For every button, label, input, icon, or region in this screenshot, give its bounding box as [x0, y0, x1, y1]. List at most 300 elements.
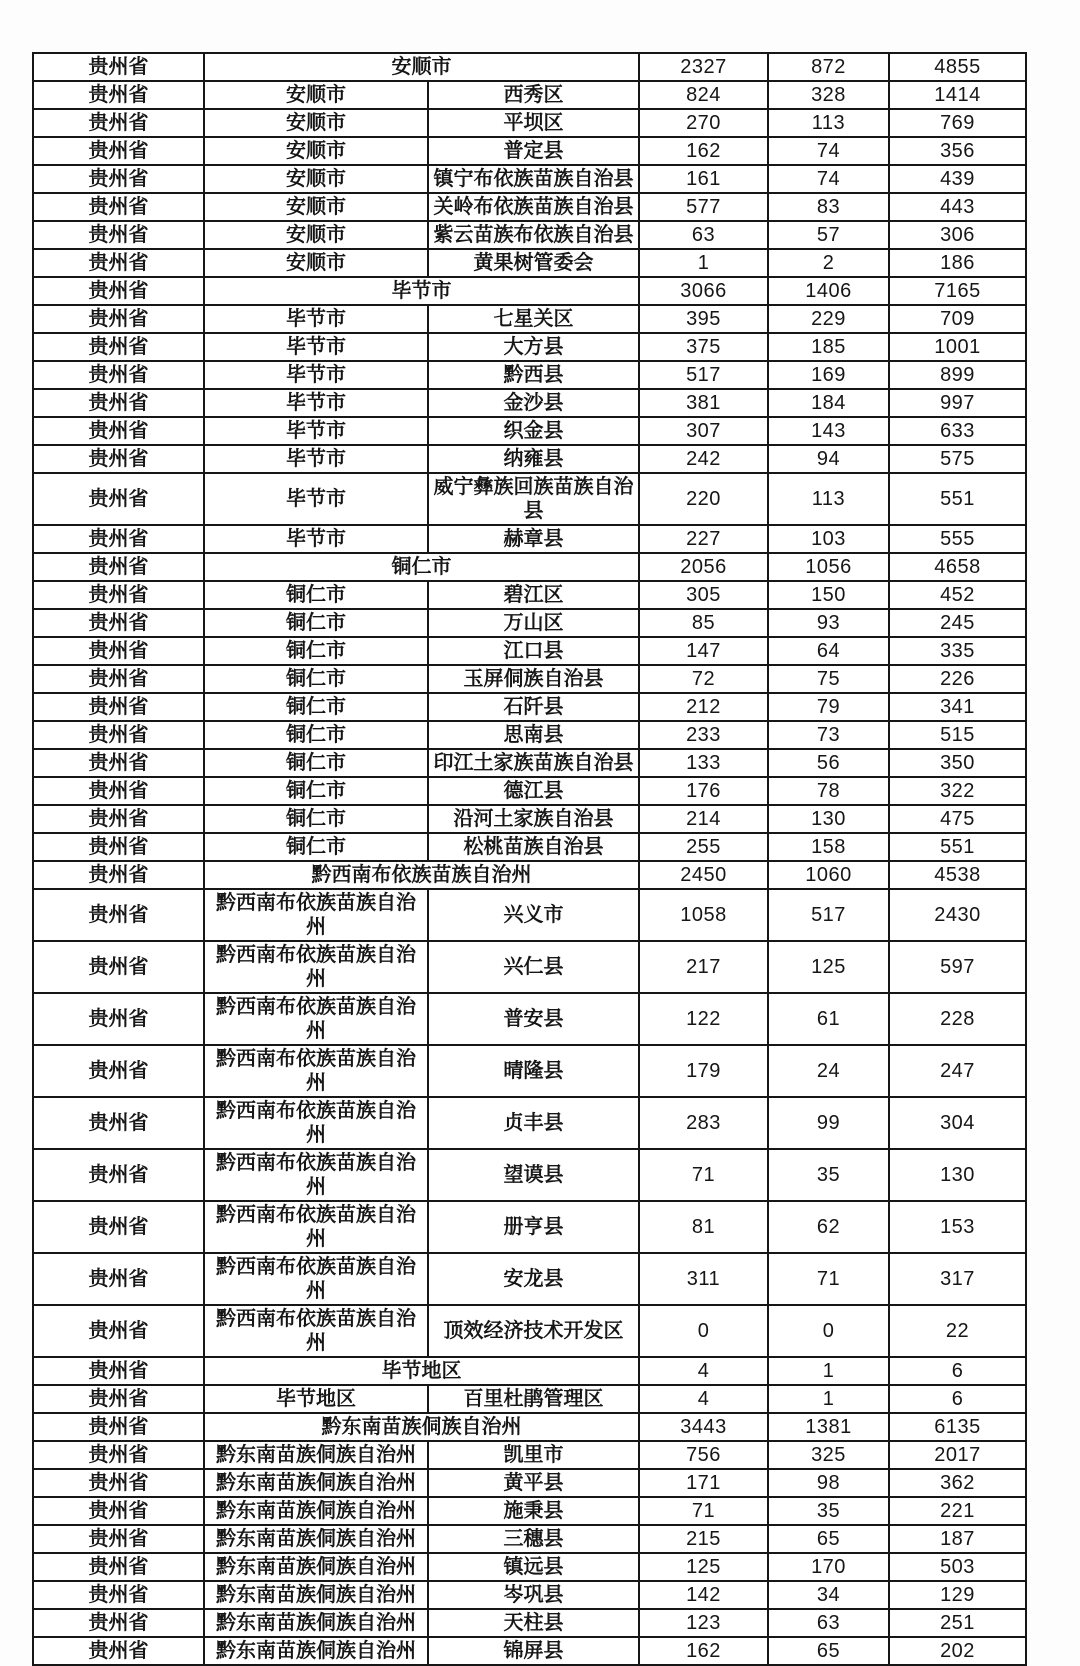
cell-value-1: 4 — [639, 1357, 768, 1385]
cell-county: 赫章县 — [428, 525, 639, 553]
cell-value-2: 158 — [768, 833, 889, 861]
cell-value-1: 283 — [639, 1097, 768, 1149]
table-row — [33, 993, 1026, 1045]
table-row — [33, 277, 1026, 305]
cell-province: 贵州省 — [33, 1469, 204, 1497]
cell-value-3: 228 — [889, 993, 1026, 1045]
cell-value-1: 2450 — [639, 861, 768, 889]
cell-region: 毕节市 — [204, 361, 428, 389]
cell-value-2: 130 — [768, 805, 889, 833]
cell-value-1: 162 — [639, 137, 768, 165]
cell-value-3: 4855 — [889, 53, 1026, 81]
cell-county: 安龙县 — [428, 1253, 639, 1305]
cell-value-3: 769 — [889, 109, 1026, 137]
cell-county: 沿河土家族自治县 — [428, 805, 639, 833]
cell-value-2: 94 — [768, 445, 889, 473]
table-row — [33, 81, 1026, 109]
cell-value-3: 226 — [889, 665, 1026, 693]
table-row — [33, 1045, 1026, 1097]
cell-county: 金沙县 — [428, 389, 639, 417]
cell-value-1: 212 — [639, 693, 768, 721]
cell-county: 百里杜鹃管理区 — [428, 1385, 639, 1413]
cell-value-1: 125 — [639, 1553, 768, 1581]
cell-province: 贵州省 — [33, 277, 204, 305]
cell-value-1: 133 — [639, 749, 768, 777]
cell-region: 黔东南苗族侗族自治州 — [204, 1497, 428, 1525]
cell-province: 贵州省 — [33, 445, 204, 473]
cell-value-3: 899 — [889, 361, 1026, 389]
cell-region: 铜仁市 — [204, 693, 428, 721]
cell-region: 黔东南苗族侗族自治州 — [204, 1441, 428, 1469]
cell-county: 镇远县 — [428, 1553, 639, 1581]
cell-region: 黔东南苗族侗族自治州 — [204, 1581, 428, 1609]
cell-value-2: 74 — [768, 137, 889, 165]
cell-county: 晴隆县 — [428, 1045, 639, 1097]
cell-value-1: 147 — [639, 637, 768, 665]
cell-value-3: 317 — [889, 1253, 1026, 1305]
cell-region: 安顺市 — [204, 137, 428, 165]
cell-value-2: 56 — [768, 749, 889, 777]
cell-value-1: 242 — [639, 445, 768, 473]
cell-value-3: 221 — [889, 1497, 1026, 1525]
cell-province: 贵州省 — [33, 993, 204, 1045]
cell-region: 黔东南苗族侗族自治州 — [204, 1469, 428, 1497]
cell-region: 铜仁市 — [204, 749, 428, 777]
cell-value-2: 93 — [768, 609, 889, 637]
cell-county: 锦屏县 — [428, 1637, 639, 1665]
cell-county: 兴仁县 — [428, 941, 639, 993]
cell-province: 贵州省 — [33, 1385, 204, 1413]
cell-value-3: 475 — [889, 805, 1026, 833]
cell-county: 印江土家族苗族自治县 — [428, 749, 639, 777]
cell-value-1: 215 — [639, 1525, 768, 1553]
cell-province: 贵州省 — [33, 361, 204, 389]
cell-county: 贞丰县 — [428, 1097, 639, 1149]
cell-province: 贵州省 — [33, 53, 204, 81]
cell-region-merged: 黔西南布依族苗族自治州 — [204, 861, 639, 889]
cell-value-3: 709 — [889, 305, 1026, 333]
cell-value-3: 153 — [889, 1201, 1026, 1253]
cell-county: 岑巩县 — [428, 1581, 639, 1609]
cell-county: 天柱县 — [428, 1609, 639, 1637]
cell-county: 施秉县 — [428, 1497, 639, 1525]
cell-region: 安顺市 — [204, 249, 428, 277]
cell-county: 大方县 — [428, 333, 639, 361]
cell-province: 贵州省 — [33, 417, 204, 445]
table-row — [33, 609, 1026, 637]
cell-province: 贵州省 — [33, 1149, 204, 1201]
table-row — [33, 333, 1026, 361]
cell-county: 七星关区 — [428, 305, 639, 333]
cell-value-2: 65 — [768, 1637, 889, 1665]
table-row — [33, 249, 1026, 277]
cell-county: 普安县 — [428, 993, 639, 1045]
cell-value-2: 2 — [768, 249, 889, 277]
table-row — [33, 1441, 1026, 1469]
table-row — [33, 193, 1026, 221]
cell-county: 德江县 — [428, 777, 639, 805]
cell-value-1: 142 — [639, 1581, 768, 1609]
cell-county: 关岭布依族苗族自治县 — [428, 193, 639, 221]
cell-value-3: 503 — [889, 1553, 1026, 1581]
cell-value-2: 98 — [768, 1469, 889, 1497]
table-row — [33, 1201, 1026, 1253]
table-row — [33, 137, 1026, 165]
cell-value-2: 517 — [768, 889, 889, 941]
cell-county: 黄平县 — [428, 1469, 639, 1497]
cell-value-2: 1381 — [768, 1413, 889, 1441]
cell-province: 贵州省 — [33, 581, 204, 609]
cell-province: 贵州省 — [33, 805, 204, 833]
cell-county: 思南县 — [428, 721, 639, 749]
cell-value-1: 227 — [639, 525, 768, 553]
cell-value-3: 356 — [889, 137, 1026, 165]
cell-region: 铜仁市 — [204, 665, 428, 693]
table-row — [33, 941, 1026, 993]
cell-value-1: 72 — [639, 665, 768, 693]
cell-region: 铜仁市 — [204, 637, 428, 665]
cell-value-1: 220 — [639, 473, 768, 525]
table-row — [33, 1581, 1026, 1609]
cell-value-1: 756 — [639, 1441, 768, 1469]
table-row — [33, 1357, 1026, 1385]
cell-county: 玉屏侗族自治县 — [428, 665, 639, 693]
table-row — [33, 305, 1026, 333]
table-row — [33, 445, 1026, 473]
cell-value-2: 229 — [768, 305, 889, 333]
cell-value-3: 341 — [889, 693, 1026, 721]
cell-region: 铜仁市 — [204, 721, 428, 749]
cell-province: 贵州省 — [33, 693, 204, 721]
cell-value-3: 515 — [889, 721, 1026, 749]
cell-county: 顶效经济技术开发区 — [428, 1305, 639, 1357]
cell-province: 贵州省 — [33, 553, 204, 581]
cell-province: 贵州省 — [33, 1253, 204, 1305]
cell-value-2: 65 — [768, 1525, 889, 1553]
cell-value-2: 1056 — [768, 553, 889, 581]
cell-county: 册亨县 — [428, 1201, 639, 1253]
cell-value-3: 575 — [889, 445, 1026, 473]
cell-value-1: 123 — [639, 1609, 768, 1637]
cell-province: 贵州省 — [33, 109, 204, 137]
cell-value-3: 439 — [889, 165, 1026, 193]
table-row — [33, 861, 1026, 889]
table-row — [33, 1525, 1026, 1553]
table-row — [33, 665, 1026, 693]
cell-value-2: 169 — [768, 361, 889, 389]
cell-province: 贵州省 — [33, 473, 204, 525]
cell-value-2: 1 — [768, 1385, 889, 1413]
cell-province: 贵州省 — [33, 333, 204, 361]
cell-value-1: 81 — [639, 1201, 768, 1253]
table-row — [33, 525, 1026, 553]
table-row — [33, 721, 1026, 749]
cell-region: 安顺市 — [204, 221, 428, 249]
cell-value-1: 161 — [639, 165, 768, 193]
cell-value-2: 73 — [768, 721, 889, 749]
table-row — [33, 805, 1026, 833]
table-row — [33, 1609, 1026, 1637]
table-row — [33, 637, 1026, 665]
cell-value-2: 143 — [768, 417, 889, 445]
cell-value-2: 1406 — [768, 277, 889, 305]
cell-province: 贵州省 — [33, 81, 204, 109]
cell-value-1: 0 — [639, 1305, 768, 1357]
cell-province: 贵州省 — [33, 1097, 204, 1149]
cell-province: 贵州省 — [33, 637, 204, 665]
region-statistics-table — [32, 52, 1027, 1666]
cell-county: 黔西县 — [428, 361, 639, 389]
cell-value-2: 63 — [768, 1609, 889, 1637]
cell-county: 碧江区 — [428, 581, 639, 609]
cell-region: 黔西南布依族苗族自治州 — [204, 1305, 428, 1357]
cell-value-2: 170 — [768, 1553, 889, 1581]
cell-province: 贵州省 — [33, 665, 204, 693]
table-row — [33, 693, 1026, 721]
cell-region: 黔东南苗族侗族自治州 — [204, 1609, 428, 1637]
cell-province: 贵州省 — [33, 249, 204, 277]
cell-county: 三穗县 — [428, 1525, 639, 1553]
table-row — [33, 109, 1026, 137]
cell-province: 贵州省 — [33, 1497, 204, 1525]
cell-region-merged: 毕节地区 — [204, 1357, 639, 1385]
cell-value-1: 517 — [639, 361, 768, 389]
table-row — [33, 1097, 1026, 1149]
table-row — [33, 1469, 1026, 1497]
cell-value-1: 307 — [639, 417, 768, 445]
cell-value-2: 872 — [768, 53, 889, 81]
cell-province: 贵州省 — [33, 777, 204, 805]
cell-region: 毕节市 — [204, 389, 428, 417]
cell-value-2: 185 — [768, 333, 889, 361]
cell-value-2: 79 — [768, 693, 889, 721]
cell-region: 黔西南布依族苗族自治州 — [204, 1253, 428, 1305]
cell-value-1: 233 — [639, 721, 768, 749]
cell-region: 黔西南布依族苗族自治州 — [204, 1045, 428, 1097]
cell-value-2: 74 — [768, 165, 889, 193]
cell-province: 贵州省 — [33, 1553, 204, 1581]
cell-province: 贵州省 — [33, 721, 204, 749]
cell-value-3: 6135 — [889, 1413, 1026, 1441]
cell-province: 贵州省 — [33, 193, 204, 221]
cell-value-3: 306 — [889, 221, 1026, 249]
cell-province: 贵州省 — [33, 833, 204, 861]
cell-province: 贵州省 — [33, 389, 204, 417]
table-row — [33, 581, 1026, 609]
cell-value-2: 1060 — [768, 861, 889, 889]
cell-value-1: 2056 — [639, 553, 768, 581]
cell-value-2: 78 — [768, 777, 889, 805]
cell-value-3: 245 — [889, 609, 1026, 637]
cell-value-2: 325 — [768, 1441, 889, 1469]
cell-province: 贵州省 — [33, 1305, 204, 1357]
cell-region: 黔西南布依族苗族自治州 — [204, 993, 428, 1045]
cell-value-2: 71 — [768, 1253, 889, 1305]
cell-province: 贵州省 — [33, 889, 204, 941]
cell-province: 贵州省 — [33, 305, 204, 333]
cell-value-1: 63 — [639, 221, 768, 249]
cell-county: 普定县 — [428, 137, 639, 165]
table-row — [33, 53, 1026, 81]
cell-region: 铜仁市 — [204, 833, 428, 861]
table-row — [33, 361, 1026, 389]
cell-region: 铜仁市 — [204, 581, 428, 609]
cell-value-2: 328 — [768, 81, 889, 109]
table-row — [33, 1497, 1026, 1525]
cell-value-3: 335 — [889, 637, 1026, 665]
cell-value-2: 125 — [768, 941, 889, 993]
cell-value-3: 2017 — [889, 1441, 1026, 1469]
cell-value-3: 247 — [889, 1045, 1026, 1097]
cell-province: 贵州省 — [33, 941, 204, 993]
cell-county: 松桃苗族自治县 — [428, 833, 639, 861]
cell-value-1: 122 — [639, 993, 768, 1045]
cell-value-1: 395 — [639, 305, 768, 333]
cell-county: 石阡县 — [428, 693, 639, 721]
cell-county: 江口县 — [428, 637, 639, 665]
cell-value-1: 311 — [639, 1253, 768, 1305]
table-row — [33, 1149, 1026, 1201]
table-row — [33, 749, 1026, 777]
cell-value-1: 4 — [639, 1385, 768, 1413]
table-row — [33, 417, 1026, 445]
cell-province: 贵州省 — [33, 1045, 204, 1097]
cell-value-2: 113 — [768, 109, 889, 137]
cell-region: 毕节市 — [204, 473, 428, 525]
cell-county: 威宁彝族回族苗族自治县 — [428, 473, 639, 525]
cell-value-1: 3066 — [639, 277, 768, 305]
cell-region-merged: 黔东南苗族侗族自治州 — [204, 1413, 639, 1441]
cell-province: 贵州省 — [33, 1357, 204, 1385]
cell-region: 黔西南布依族苗族自治州 — [204, 1201, 428, 1253]
cell-region-merged: 铜仁市 — [204, 553, 639, 581]
cell-value-1: 171 — [639, 1469, 768, 1497]
cell-value-2: 113 — [768, 473, 889, 525]
cell-value-1: 217 — [639, 941, 768, 993]
cell-value-1: 71 — [639, 1149, 768, 1201]
cell-region: 安顺市 — [204, 193, 428, 221]
cell-region: 黔西南布依族苗族自治州 — [204, 889, 428, 941]
cell-value-3: 187 — [889, 1525, 1026, 1553]
cell-region: 毕节市 — [204, 305, 428, 333]
cell-value-3: 997 — [889, 389, 1026, 417]
cell-province: 贵州省 — [33, 861, 204, 889]
cell-value-3: 1001 — [889, 333, 1026, 361]
cell-value-3: 4538 — [889, 861, 1026, 889]
table-row — [33, 473, 1026, 525]
cell-value-2: 75 — [768, 665, 889, 693]
cell-value-1: 824 — [639, 81, 768, 109]
cell-value-1: 71 — [639, 1497, 768, 1525]
cell-province: 贵州省 — [33, 1525, 204, 1553]
cell-province: 贵州省 — [33, 1581, 204, 1609]
cell-value-3: 555 — [889, 525, 1026, 553]
cell-value-3: 597 — [889, 941, 1026, 993]
cell-value-3: 4658 — [889, 553, 1026, 581]
table-row — [33, 1413, 1026, 1441]
cell-value-3: 186 — [889, 249, 1026, 277]
cell-value-1: 3443 — [639, 1413, 768, 1441]
table-row — [33, 389, 1026, 417]
cell-value-3: 6 — [889, 1357, 1026, 1385]
cell-value-1: 214 — [639, 805, 768, 833]
cell-value-3: 551 — [889, 833, 1026, 861]
table-row — [33, 777, 1026, 805]
cell-value-2: 64 — [768, 637, 889, 665]
cell-value-3: 7165 — [889, 277, 1026, 305]
table-row — [33, 1305, 1026, 1357]
table-row — [33, 221, 1026, 249]
cell-value-3: 350 — [889, 749, 1026, 777]
cell-value-2: 150 — [768, 581, 889, 609]
cell-region: 黔东南苗族侗族自治州 — [204, 1525, 428, 1553]
cell-province: 贵州省 — [33, 1609, 204, 1637]
cell-region: 铜仁市 — [204, 609, 428, 637]
cell-region: 安顺市 — [204, 165, 428, 193]
cell-region: 安顺市 — [204, 109, 428, 137]
cell-value-2: 0 — [768, 1305, 889, 1357]
cell-value-2: 57 — [768, 221, 889, 249]
cell-region: 毕节市 — [204, 525, 428, 553]
cell-value-1: 255 — [639, 833, 768, 861]
cell-region: 毕节地区 — [204, 1385, 428, 1413]
cell-value-3: 1414 — [889, 81, 1026, 109]
cell-region: 毕节市 — [204, 333, 428, 361]
table-row — [33, 833, 1026, 861]
cell-value-3: 633 — [889, 417, 1026, 445]
cell-value-2: 103 — [768, 525, 889, 553]
cell-province: 贵州省 — [33, 609, 204, 637]
cell-value-2: 99 — [768, 1097, 889, 1149]
cell-value-3: 452 — [889, 581, 1026, 609]
cell-region-merged: 安顺市 — [204, 53, 639, 81]
cell-value-1: 85 — [639, 609, 768, 637]
cell-value-1: 375 — [639, 333, 768, 361]
cell-county: 纳雍县 — [428, 445, 639, 473]
cell-county: 紫云苗族布依族自治县 — [428, 221, 639, 249]
cell-value-1: 1 — [639, 249, 768, 277]
cell-province: 贵州省 — [33, 165, 204, 193]
cell-value-1: 577 — [639, 193, 768, 221]
cell-county: 望谟县 — [428, 1149, 639, 1201]
cell-value-1: 2327 — [639, 53, 768, 81]
cell-county: 兴义市 — [428, 889, 639, 941]
cell-value-1: 176 — [639, 777, 768, 805]
cell-region: 毕节市 — [204, 417, 428, 445]
cell-value-3: 551 — [889, 473, 1026, 525]
cell-province: 贵州省 — [33, 1637, 204, 1665]
cell-value-1: 179 — [639, 1045, 768, 1097]
cell-value-1: 1058 — [639, 889, 768, 941]
cell-value-1: 381 — [639, 389, 768, 417]
cell-value-2: 34 — [768, 1581, 889, 1609]
cell-value-3: 130 — [889, 1149, 1026, 1201]
cell-value-2: 61 — [768, 993, 889, 1045]
cell-region: 黔西南布依族苗族自治州 — [204, 941, 428, 993]
cell-region: 铜仁市 — [204, 805, 428, 833]
cell-county: 织金县 — [428, 417, 639, 445]
cell-value-3: 304 — [889, 1097, 1026, 1149]
cell-value-1: 305 — [639, 581, 768, 609]
cell-value-1: 162 — [639, 1637, 768, 1665]
cell-province: 贵州省 — [33, 1413, 204, 1441]
cell-value-3: 202 — [889, 1637, 1026, 1665]
table-row — [33, 165, 1026, 193]
cell-value-3: 251 — [889, 1609, 1026, 1637]
cell-region: 黔西南布依族苗族自治州 — [204, 1097, 428, 1149]
table-row — [33, 1637, 1026, 1665]
cell-county: 镇宁布依族苗族自治县 — [428, 165, 639, 193]
